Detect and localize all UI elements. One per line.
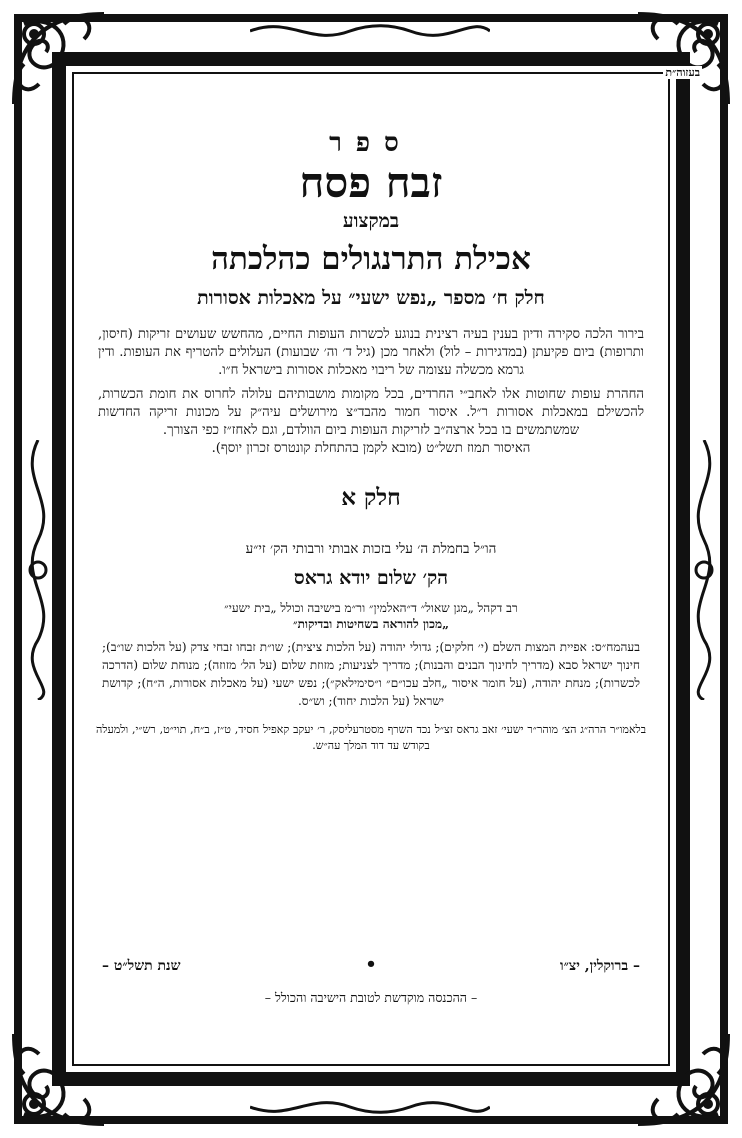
bottom-scroll-ornament-icon <box>250 1092 490 1122</box>
side-scroll-ornament-icon <box>18 440 58 700</box>
issur-line: האיסור תמוז תשל״ט (מובא לקמן בהתחלת קונטרס זכרון יוסף). <box>211 440 531 456</box>
part-line: חלק ח׳ מספר „נפש ישעי״ על מאכלות אסורות <box>197 287 545 310</box>
imprint-place: – ברוקלין, יצ״ו <box>559 958 640 974</box>
imprint-separator: • <box>365 954 377 975</box>
author-position <box>92 600 650 632</box>
imprint-year: שנת תשל״ט – <box>102 958 181 974</box>
side-scroll-ornament-icon <box>684 440 724 700</box>
subtitle-small: במקצוע <box>342 210 400 233</box>
volume-label: חלק א <box>341 483 401 511</box>
title-page-content <box>92 60 650 1068</box>
author-lineage: בלאמו״ר הרה״ג הצ׳ מוהר״ר ישעי׳ זאב גראס זצ״ל נכד השרף מסטרעליסק, ר׳ יעקב קאפיל חסיד, ט״ז, ב״ח, תוי״ט, רש״י, ולמעלה בקודש עד דוד המלך עה״ש. <box>96 723 646 753</box>
book-title: זבח פסח <box>299 158 443 207</box>
top-scroll-ornament-icon <box>250 16 490 46</box>
sefer-label: ספר <box>329 128 413 158</box>
author-name: הק׳ שלום יודא גראס <box>293 566 449 589</box>
warning-paragraph: החהרת עופות שחוטות אלו לאחב״י החרדים, בכל מקומות מושבותיהם עלולה לחרוס את חומת הכשרות, להכשילם במאכלות אסורות ר״ל. איסור חמור מהבד״צ מירושלים עיה״ק על מכונות זריקה החדשות שמשתמשים בו בכל ארצה״ב לזריקות העופות ביום הוולדם, וגם לאחז״ז כפי הצורך. <box>98 387 644 438</box>
corner-tag: בעזוה״ת <box>665 66 700 79</box>
dedication-line: – ההכנסה מוקדשת לטובת הישיבה והכולל – <box>264 990 478 1005</box>
subtitle-main: אכילת התרנגולים כהלכתה <box>211 241 531 278</box>
author-works: בעהמח״ס: אפיית המצות השלם (י׳ חלקים); גדולי יהודה (על הלכות ציצית); שו״ת זבחו זבחי צדק (על הלכות שו״ב); חינוך ישראל סבא (מדריך לחינוך הבנים והבנות); מדריך לצניעות; מזוזת שלום (על הל׳ מזוזה); מנוחת שלום (הדרכה לכשרות); מנחת יהודה, (על חומר איסור „חלב עכו״ם״ ו״סימילאק״); נפש ישעי (על מאכלות אסורות, ה״ח); קדושת ישראל (על הלכות יחוד); וש״ס. <box>102 640 641 709</box>
author-institute-line: „מכון להוראה בשחיטות ובדיקות״ <box>293 617 449 632</box>
author-position-line: רב דקהל „מגן שאול״ ד״האלמין״ ור״מ בישיבה וכולל „בית ישעי״ <box>224 600 518 615</box>
description-paragraph: בירור הלכה סקירה ודיון בענין בעיה רצינית בנוגע לכשרות העופות החיים, מהחשש שעושים זריקות (חיסון, ותרופות) ביום פקיעתן (במדגירות – לול) ולאחר מכן (גיל ד׳ וה׳ שבועות) העלולים להטריף את העופות. ודין גרמא מכשלה עצומה של ריבוי מאכלות אסורות בישראל ח״ו. <box>98 327 644 379</box>
publisher-byline: הו״ל בחמלת ה׳ עלי בזכות אבותי ורבותי הק׳ זי״ע <box>245 540 497 557</box>
